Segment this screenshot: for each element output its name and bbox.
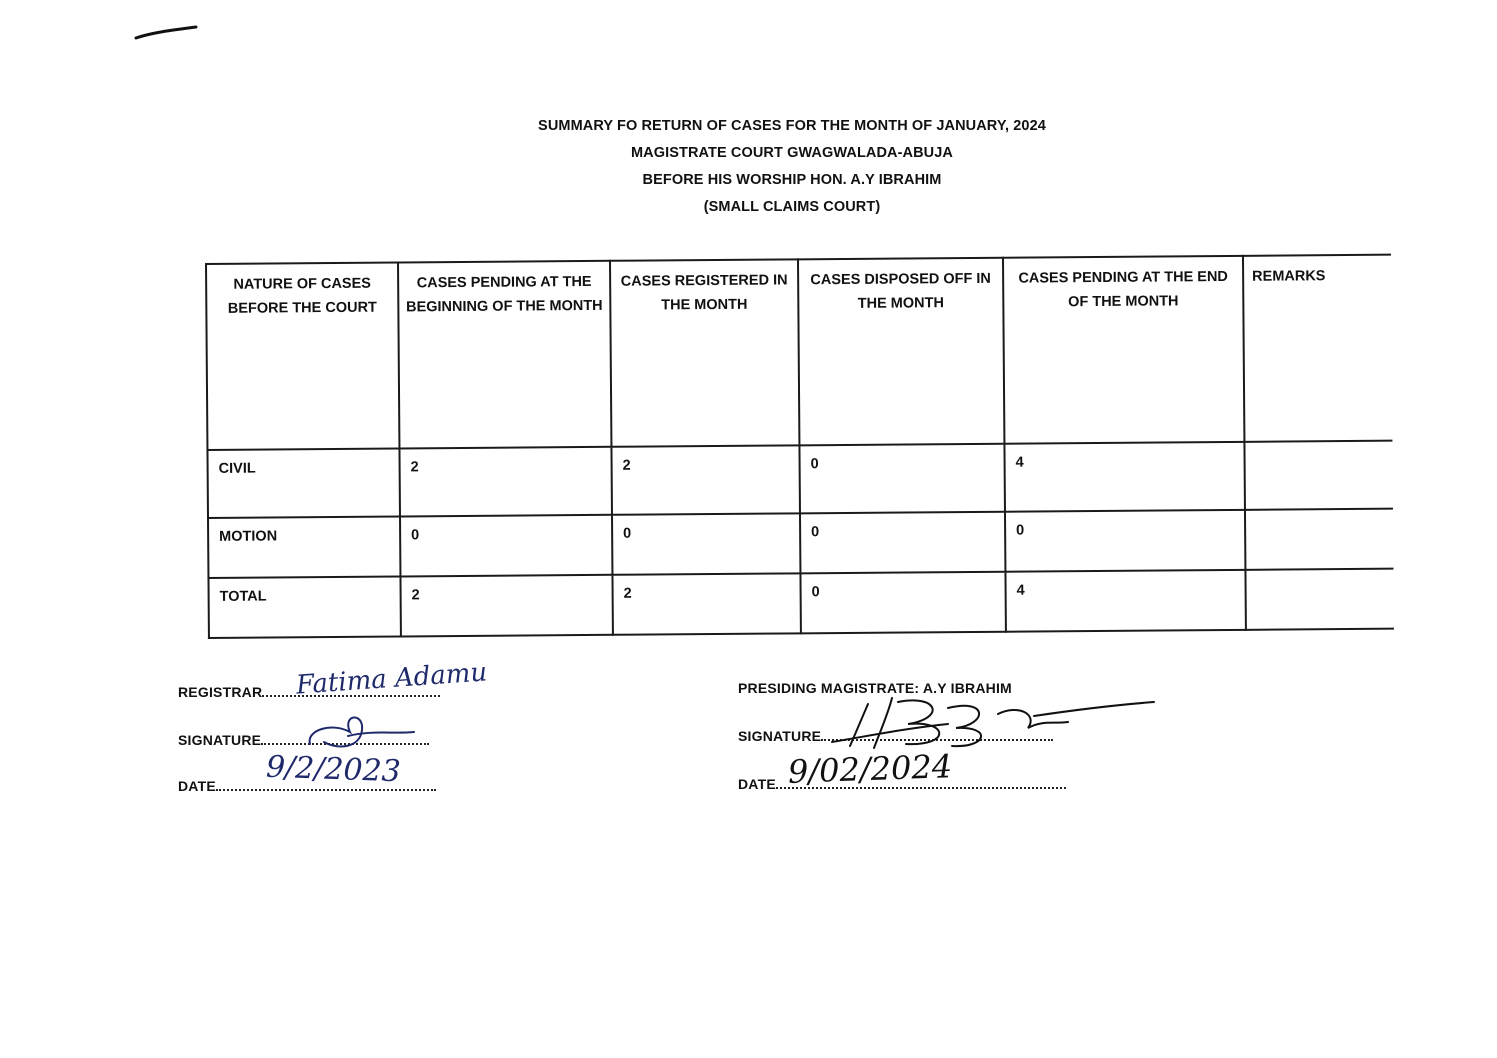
magistrate-date-handwritten: 9/02/2024 — [787, 747, 953, 791]
registrar-label: REGISTRAR — [178, 684, 263, 700]
cell-registered: 2 — [611, 445, 800, 514]
cell-pending-start: 2 — [399, 447, 612, 517]
registrar-signature-scribble — [302, 708, 422, 752]
magistrate-block — [738, 670, 1178, 810]
column-header-disposed: CASES DISPOSED OFF IN THE MONTH — [798, 258, 1004, 446]
cell-disposed: 0 — [800, 572, 1005, 634]
cell-registered: 0 — [612, 513, 800, 574]
cell-registered: 2 — [612, 573, 800, 634]
magistrate-signature-label: SIGNATURE — [738, 728, 822, 744]
cell-remarks — [1244, 441, 1393, 510]
registrar-signature-label: SIGNATURE — [178, 732, 262, 748]
cell-pending-start: 2 — [400, 575, 612, 637]
column-header-pending-start: CASES PENDING AT THE BEGINNING OF THE MONTH — [398, 261, 611, 449]
cell-nature: TOTAL — [208, 576, 400, 638]
registrar-date-handwritten: 9/2/2023 — [265, 749, 402, 790]
header-court-type: (SMALL CLAIMS COURT) — [703, 199, 881, 215]
cell-pending-end: 4 — [1004, 442, 1245, 512]
registrar-date-label: DATE — [178, 778, 216, 794]
column-header-registered: CASES REGISTERED IN THE MONTH — [610, 259, 799, 446]
cell-remarks — [1245, 509, 1393, 570]
cases-return-table — [205, 254, 1394, 639]
table-row — [208, 509, 1393, 578]
document-header — [392, 113, 1192, 221]
stray-pen-mark — [134, 22, 198, 40]
cell-pending-end: 4 — [1005, 570, 1245, 632]
header-presiding: BEFORE HIS WORSHIP HON. A.Y IBRAHIM — [642, 172, 942, 188]
cell-pending-end: 0 — [1005, 510, 1245, 572]
column-header-nature: NATURE OF CASES BEFORE THE COURT — [206, 262, 399, 450]
magistrate-date-label: DATE — [738, 776, 776, 792]
registrar-block — [178, 657, 598, 810]
header-title: SUMMARY FO RETURN OF CASES FOR THE MONTH OF JANUARY, 2024 — [538, 118, 1046, 134]
cell-remarks — [1245, 569, 1393, 630]
header-court: MAGISTRATE COURT GWAGWALADA-ABUJA — [630, 145, 953, 161]
cell-pending-start: 0 — [400, 515, 612, 577]
registrar-name-handwritten: Fatima Adamu — [295, 657, 489, 701]
cell-disposed: 0 — [800, 512, 1005, 574]
presiding-magistrate-label: PRESIDING MAGISTRATE: A.Y IBRAHIM — [738, 680, 1012, 696]
table-header-row — [206, 255, 1392, 450]
magistrate-signature-scribble — [828, 684, 1158, 754]
cell-nature: CIVIL — [207, 448, 400, 518]
column-header-remarks: REMARKS — [1243, 255, 1392, 442]
cell-nature: MOTION — [208, 516, 400, 578]
table-row — [207, 441, 1392, 518]
table-row — [208, 569, 1393, 638]
column-header-pending-end: CASES PENDING AT THE END OF THE MONTH — [1003, 256, 1244, 444]
cell-disposed: 0 — [799, 444, 1005, 514]
